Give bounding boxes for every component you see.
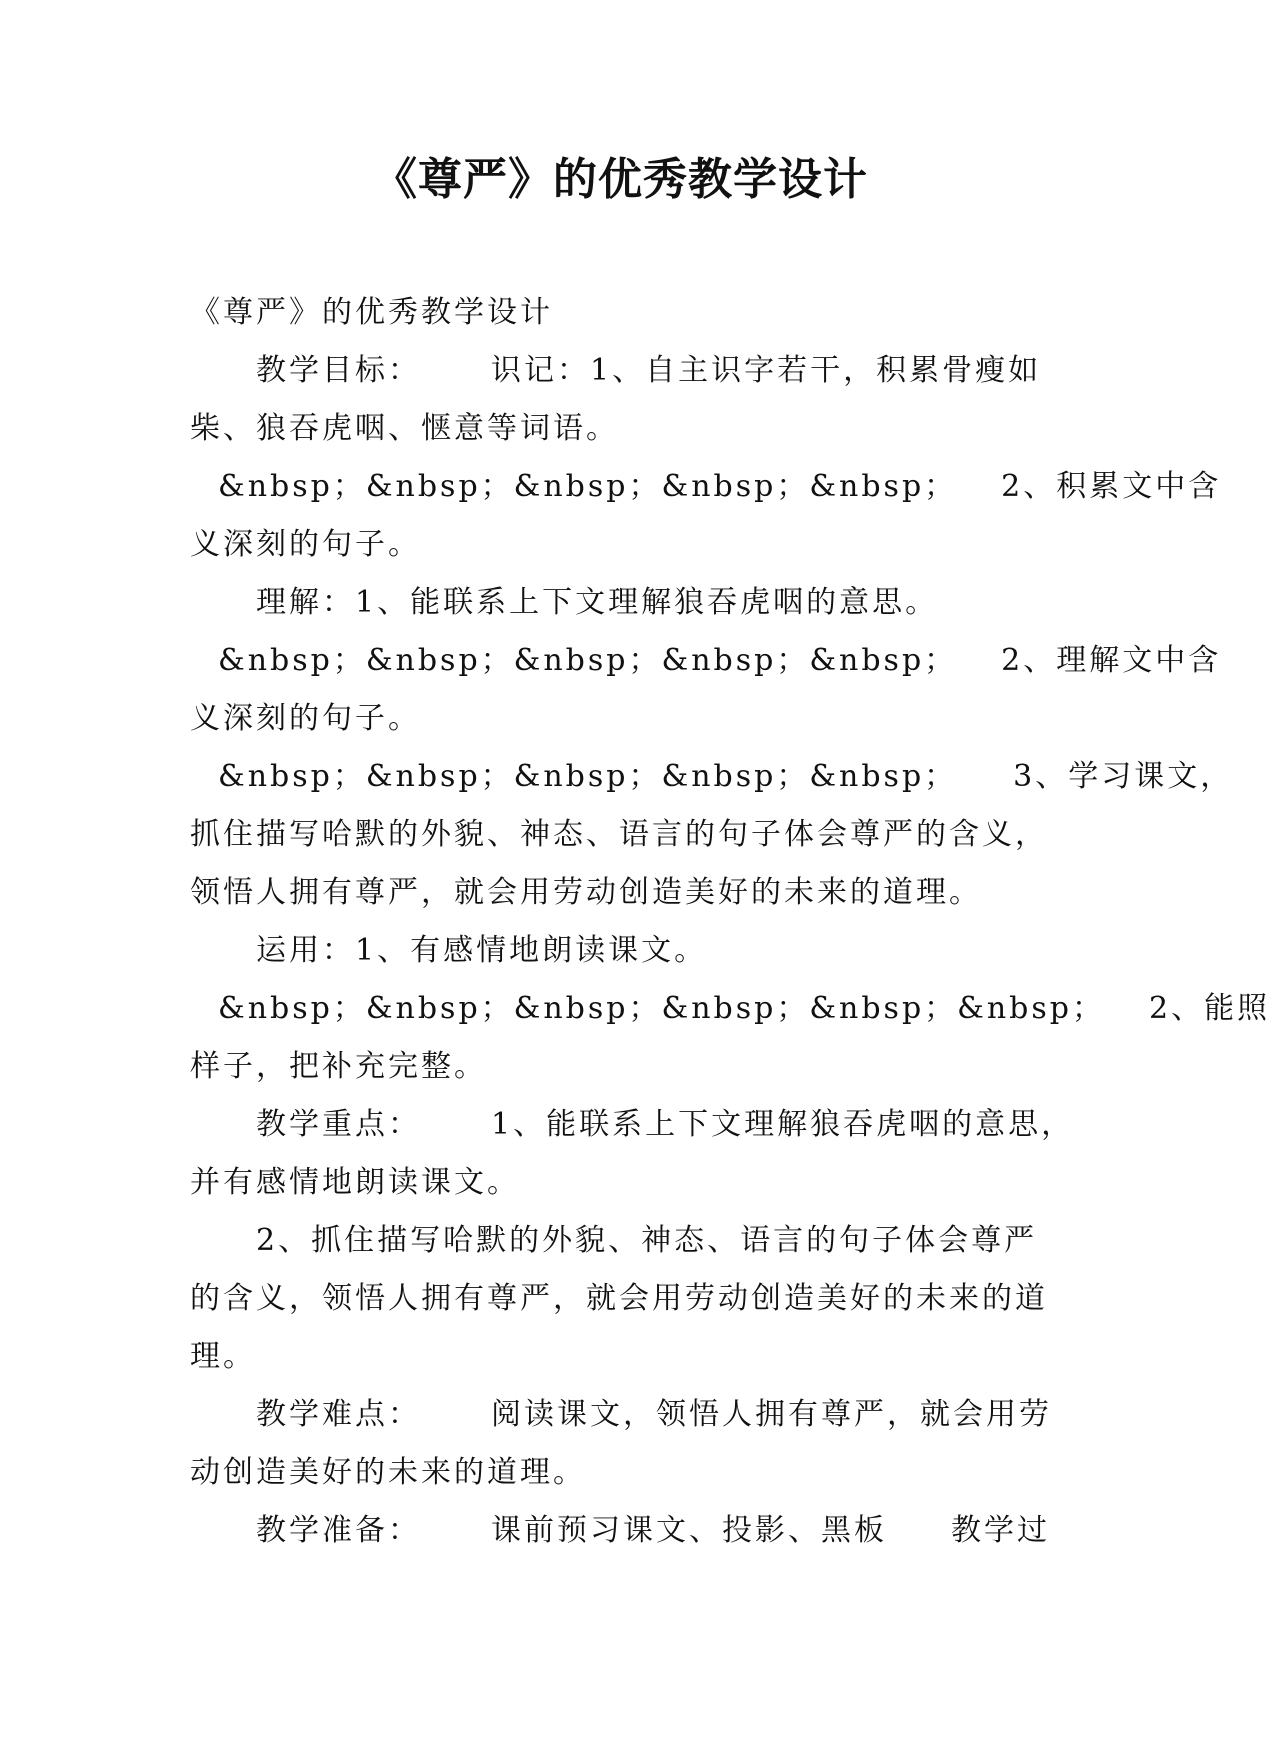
text-line: 教学目标： 识记：1、自主识字若干，积累骨瘦如 bbox=[256, 353, 1042, 388]
text-line: 样子，把补充完整。 bbox=[190, 1049, 487, 1084]
text-line: 柴、狼吞虎咽、惬意等词语。 bbox=[190, 411, 619, 446]
text-line: 运用：1、有感情地朗读课文。 bbox=[256, 933, 708, 968]
text-line: 教学重点： 1、能联系上下文理解狼吞虎咽的意思， bbox=[256, 1107, 1075, 1142]
text-line: &nbsp；&nbsp；&nbsp；&nbsp；&nbsp； 2、积累文中含 bbox=[218, 469, 1222, 504]
text-line: &nbsp；&nbsp；&nbsp；&nbsp；&nbsp；&nbsp； 2、能照 bbox=[218, 991, 1270, 1026]
text-line: 理解：1、能联系上下文理解狼吞虎咽的意思。 bbox=[256, 585, 939, 620]
text-line: 抓住描写哈默的外貌、神态、语言的句子体会尊严的含义， bbox=[190, 817, 1048, 852]
text-line: 并有感情地朗读课文。 bbox=[190, 1165, 520, 1200]
text-line: 《尊严》的优秀教学设计 bbox=[190, 295, 553, 330]
document-body bbox=[190, 284, 1270, 1560]
text-line: 教学难点： 阅读课文，领悟人拥有尊严，就会用劳 bbox=[256, 1397, 1052, 1432]
text-line: &nbsp；&nbsp；&nbsp；&nbsp；&nbsp； 2、理解文中含 bbox=[218, 643, 1222, 678]
text-line: 理。 bbox=[190, 1339, 256, 1374]
text-line: 义深刻的句子。 bbox=[190, 527, 421, 562]
text-line: 教学准备： 课前预习课文、投影、黑板 教学过 bbox=[256, 1513, 1050, 1548]
text-line: 2、抓住描写哈默的外貌、神态、语言的句子体会尊严 bbox=[256, 1223, 1038, 1258]
text-line: 动创造美好的未来的道理。 bbox=[190, 1455, 586, 1490]
text-line: 领悟人拥有尊严，就会用劳动创造美好的未来的道理。 bbox=[190, 875, 982, 910]
text-line: 的含义，领悟人拥有尊严，就会用劳动创造美好的未来的道 bbox=[190, 1281, 1048, 1316]
text-line: &nbsp；&nbsp；&nbsp；&nbsp；&nbsp； 3、学习课文， bbox=[218, 759, 1234, 794]
document-title: 《尊严》的优秀教学设计 bbox=[373, 154, 868, 205]
text-line: 义深刻的句子。 bbox=[190, 701, 421, 736]
